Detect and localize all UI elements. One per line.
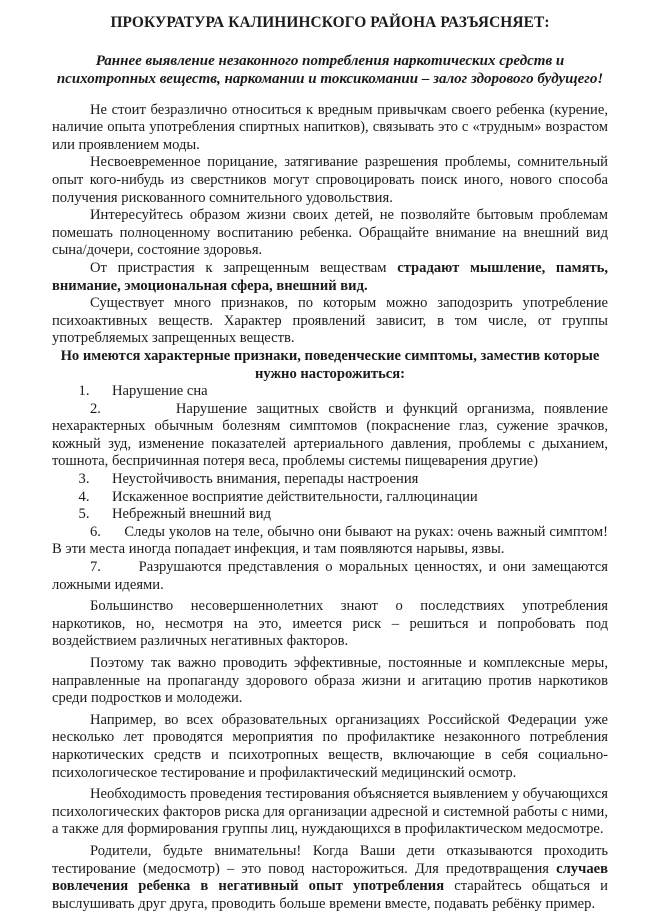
paragraph-4-bold: страдают мышление, память, внимание, эмоциональная сфера, внешний вид. <box>52 259 609 294</box>
paragraph-10-text-a: Родители, будьте внимательны! Когда Ваши дети отказываются проходить тестирование (медосмотр) – это повод насторожиться. Для предотвращения <box>52 842 608 877</box>
list-number: 7. <box>90 559 101 576</box>
paragraph-3: Интересуйтесь образом жизни своих детей, не позволяйте бытовым проблемам помешать полноценному воспитанию ребенка. Обращайте внимание на внешний вид сына/дочери, состояние здоровья. <box>52 207 608 259</box>
paragraph-7: Поэтому так важно проводить эффективные, постоянные и комплексные меры, направленные на пропаганду здорового образа жизни и агитацию против наркотиков среди подростков и молодежи. <box>52 655 608 707</box>
list-number: 4. <box>78 488 90 505</box>
list-text: Следы уколов на теле, обычно они бывают на руках: очень важный симптом! В эти места иногда попадает инфекция, и там появляются нарывы, язвы. <box>52 523 608 558</box>
list-number: 5. <box>78 506 90 523</box>
list-item <box>52 471 608 489</box>
paragraph-5: Существует много признаков, по которым можно заподозрить употребление психоактивных веществ. Характер проявлений зависит, в том числе, от группы употребляемых запрещенных веществ. <box>52 295 608 347</box>
list-number: 1. <box>78 383 90 400</box>
list-item <box>52 559 608 594</box>
list-text: Нарушение сна <box>112 383 208 400</box>
list-item <box>52 401 608 471</box>
list-text: Неустойчивость внимания, перепады настроения <box>112 471 419 488</box>
list-item <box>52 383 608 401</box>
list-item <box>52 506 608 524</box>
paragraph-2: Несвоевременное порицание, затягивание разрешения проблемы, сомнительный опыт кого-нибудь из сверстников могут спровоцировать поиск иного, нового способа получения рискованного сомнительного удовольствия. <box>52 154 608 206</box>
paragraph-8: Например, во всех образовательных организациях Российской Федерации уже несколько лет проводятся мероприятия по профилактике незаконного потребления наркотических средств и психотропных веществ, включающие в себя социально-психологическое тестирование и профилактический медицинский осмотр. <box>52 711 608 781</box>
paragraph-9: Необходимость проведения тестирования объясняется выявлением у обучающихся психологических факторов риска для организации адресной и системной работы с ними, а также для формирования группы лиц, нуждающихся в профилактическом медосмотре. <box>52 786 608 838</box>
list-item <box>52 489 608 507</box>
list-number: 3. <box>78 471 90 488</box>
list-text: Разрушаются представления о моральных ценностях, и они замещаются ложными идеями. <box>52 559 608 593</box>
paragraph-10 <box>52 843 608 913</box>
paragraph-6: Большинство несовершеннолетних знают о последствиях употребления наркотиков, но, несмотря на это, имеется риск – решиться и попробовать под воздействием различных негативных факторов. <box>52 598 608 650</box>
list-item <box>52 524 608 559</box>
paragraph-1: Не стоит безразлично относиться к вредным привычкам своего ребенка (курение, наличие опыта употребления спиртных напитков), связывать это с «трудным» возрастом или проявлением моды. <box>52 101 608 153</box>
paragraph-10-text-c: старайтесь общаться и выслушивать друг друга, проводить больше времени вместе, подавать ребёнку пример. <box>52 878 608 912</box>
page-title: ПРОКУРАТУРА КАЛИНИНСКОГО РАЙОНА РАЗЪЯСНЯЕТ: <box>110 14 550 31</box>
list-number: 2. <box>90 400 101 417</box>
list-text: Нарушение защитных свойств и функций организма, появление нехарактерных обычным болезням симптомов (покраснение глаз, сужение зрачков, кожный зуд, изменение показателей артериального давления, проблемы с дыханием, тошнота, беспричинная потеря веса, проблемы системы пищеварения другие) <box>52 400 609 470</box>
page-subtitle: Раннее выявление незаконного потребления наркотических средств и психотропных веществ, наркомании и токсикомании – залог здорового будущего! <box>56 52 604 87</box>
section-heading: Но имеются характерные признаки, поведенческие симптомы, заместив которые нужно насторожиться: <box>60 347 600 382</box>
list-text: Искаженное восприятие действительности, галлюцинации <box>112 488 478 505</box>
paragraph-4-text: От пристрастия к запрещенным веществам <box>90 259 387 276</box>
list-text: Небрежный внешний вид <box>112 506 271 523</box>
paragraph-10-bold: случаев вовлечения ребенка в негативный опыт употребления <box>52 860 608 895</box>
list-number: 6. <box>90 523 101 540</box>
paragraph-4 <box>52 260 608 295</box>
